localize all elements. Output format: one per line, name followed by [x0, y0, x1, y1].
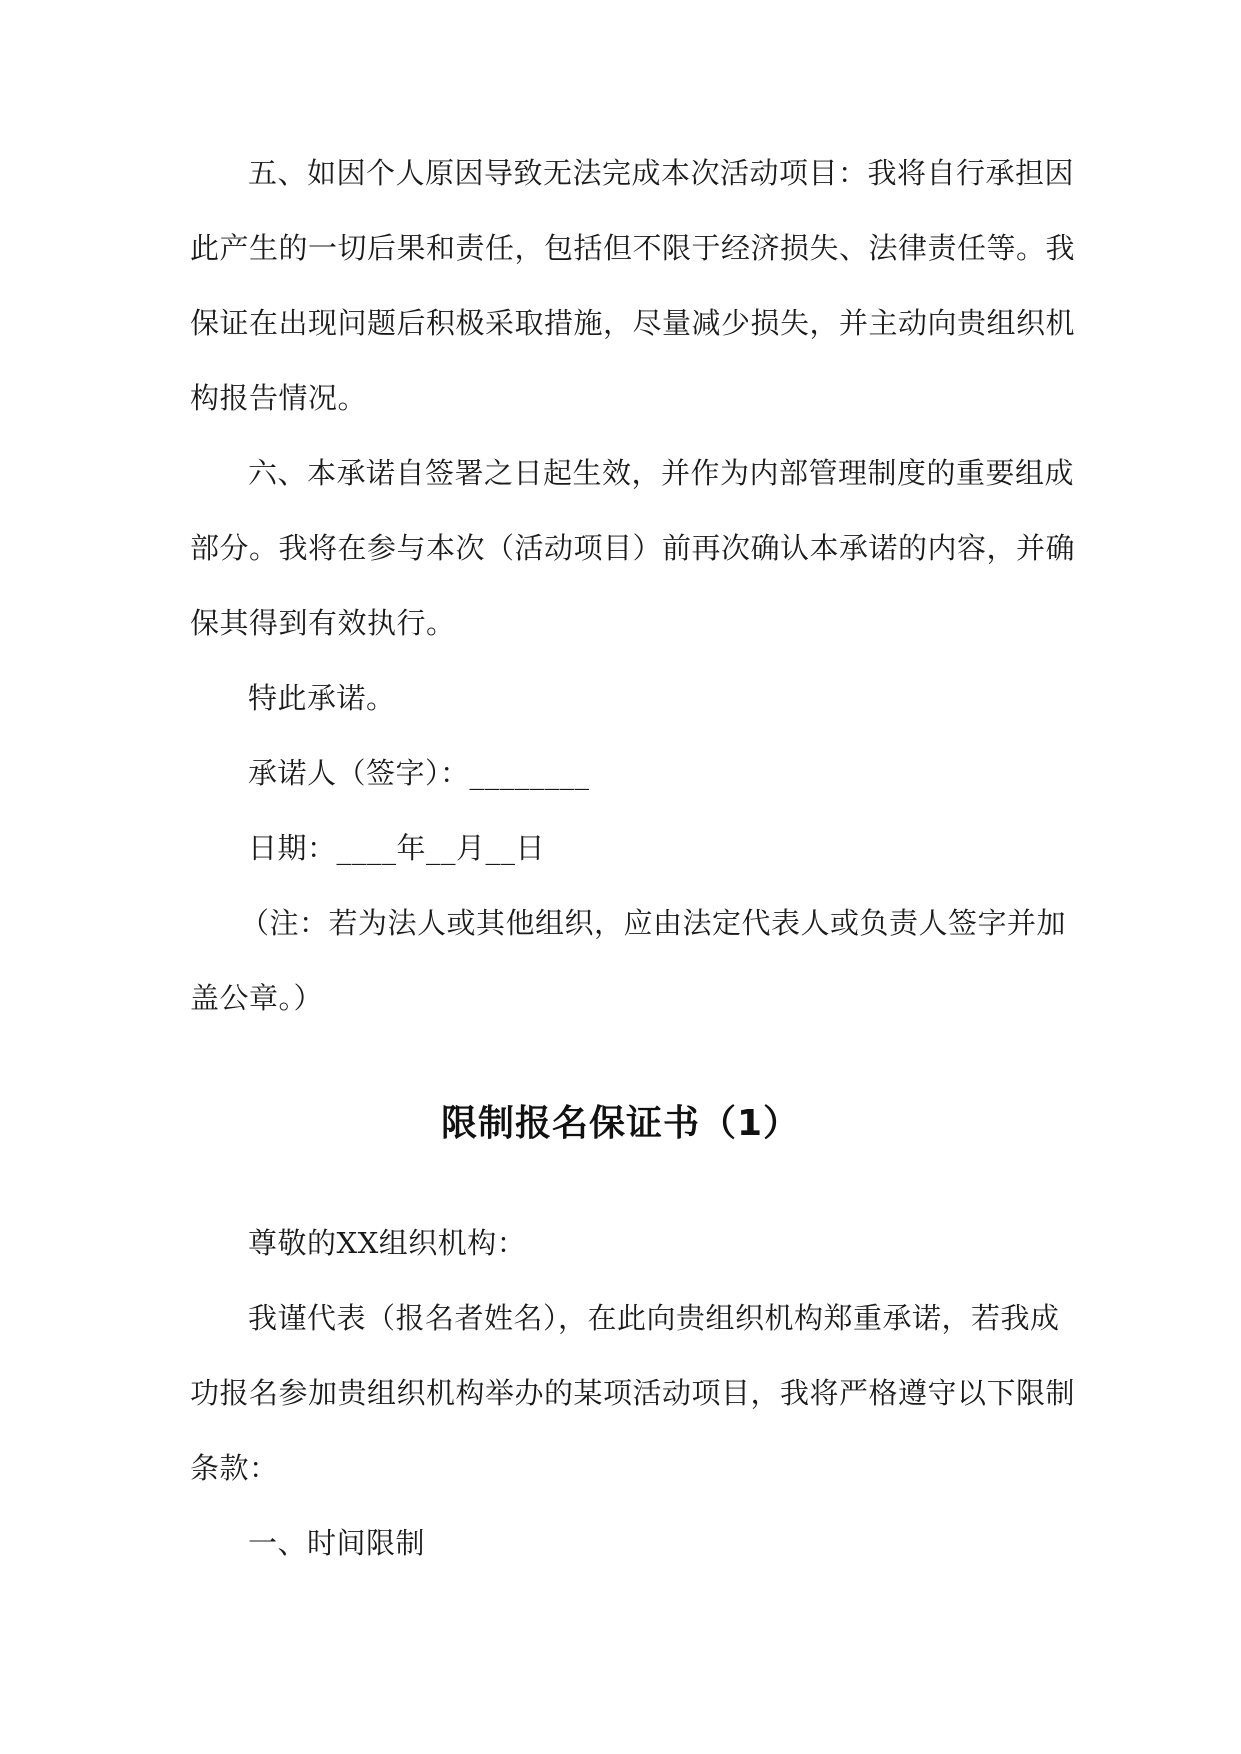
salutation: 尊敬的XX组织机构： — [248, 1226, 527, 1260]
note-line-1: （注：若为法人或其他组织，应由法定代表人或负责人签字并加 — [240, 906, 1067, 940]
closing-text: 特此承诺。 — [248, 681, 396, 715]
date-field: 日期：____年__月__日 — [248, 831, 546, 865]
para5-line-1: 五、如因个人原因导致无法完成本次活动项目：我将自行承担因 — [248, 156, 1075, 190]
signer-field: 承诺人（签字）：________ — [248, 756, 590, 790]
intro-line-3: 条款： — [190, 1451, 279, 1485]
para5-line-3: 保证在出现问题后积极采取措施，尽量减少损失，并主动向贵组织机 — [190, 306, 1076, 340]
document-title: 限制报名保证书（1） — [440, 1103, 801, 1144]
para5-line-4: 构报告情况。 — [190, 381, 368, 415]
para6-line-1: 六、本承诺自签署之日起生效，并作为内部管理制度的重要组成 — [248, 456, 1075, 490]
intro-line-2: 功报名参加贵组织机构举办的某项活动项目，我将严格遵守以下限制 — [190, 1376, 1076, 1410]
para6-line-3: 保其得到有效执行。 — [190, 606, 456, 640]
para6-line-2: 部分。我将在参与本次（活动项目）前再次确认本承诺的内容，并确 — [190, 531, 1076, 565]
note-line-2: 盖公章。） — [190, 981, 324, 1015]
para5-line-2: 此产生的一切后果和责任，包括但不限于经济损失、法律责任等。我 — [190, 231, 1076, 265]
item1-heading: 一、时间限制 — [248, 1526, 426, 1560]
intro-line-1: 我谨代表（报名者姓名），在此向贵组织机构郑重承诺，若我成 — [248, 1301, 1060, 1335]
